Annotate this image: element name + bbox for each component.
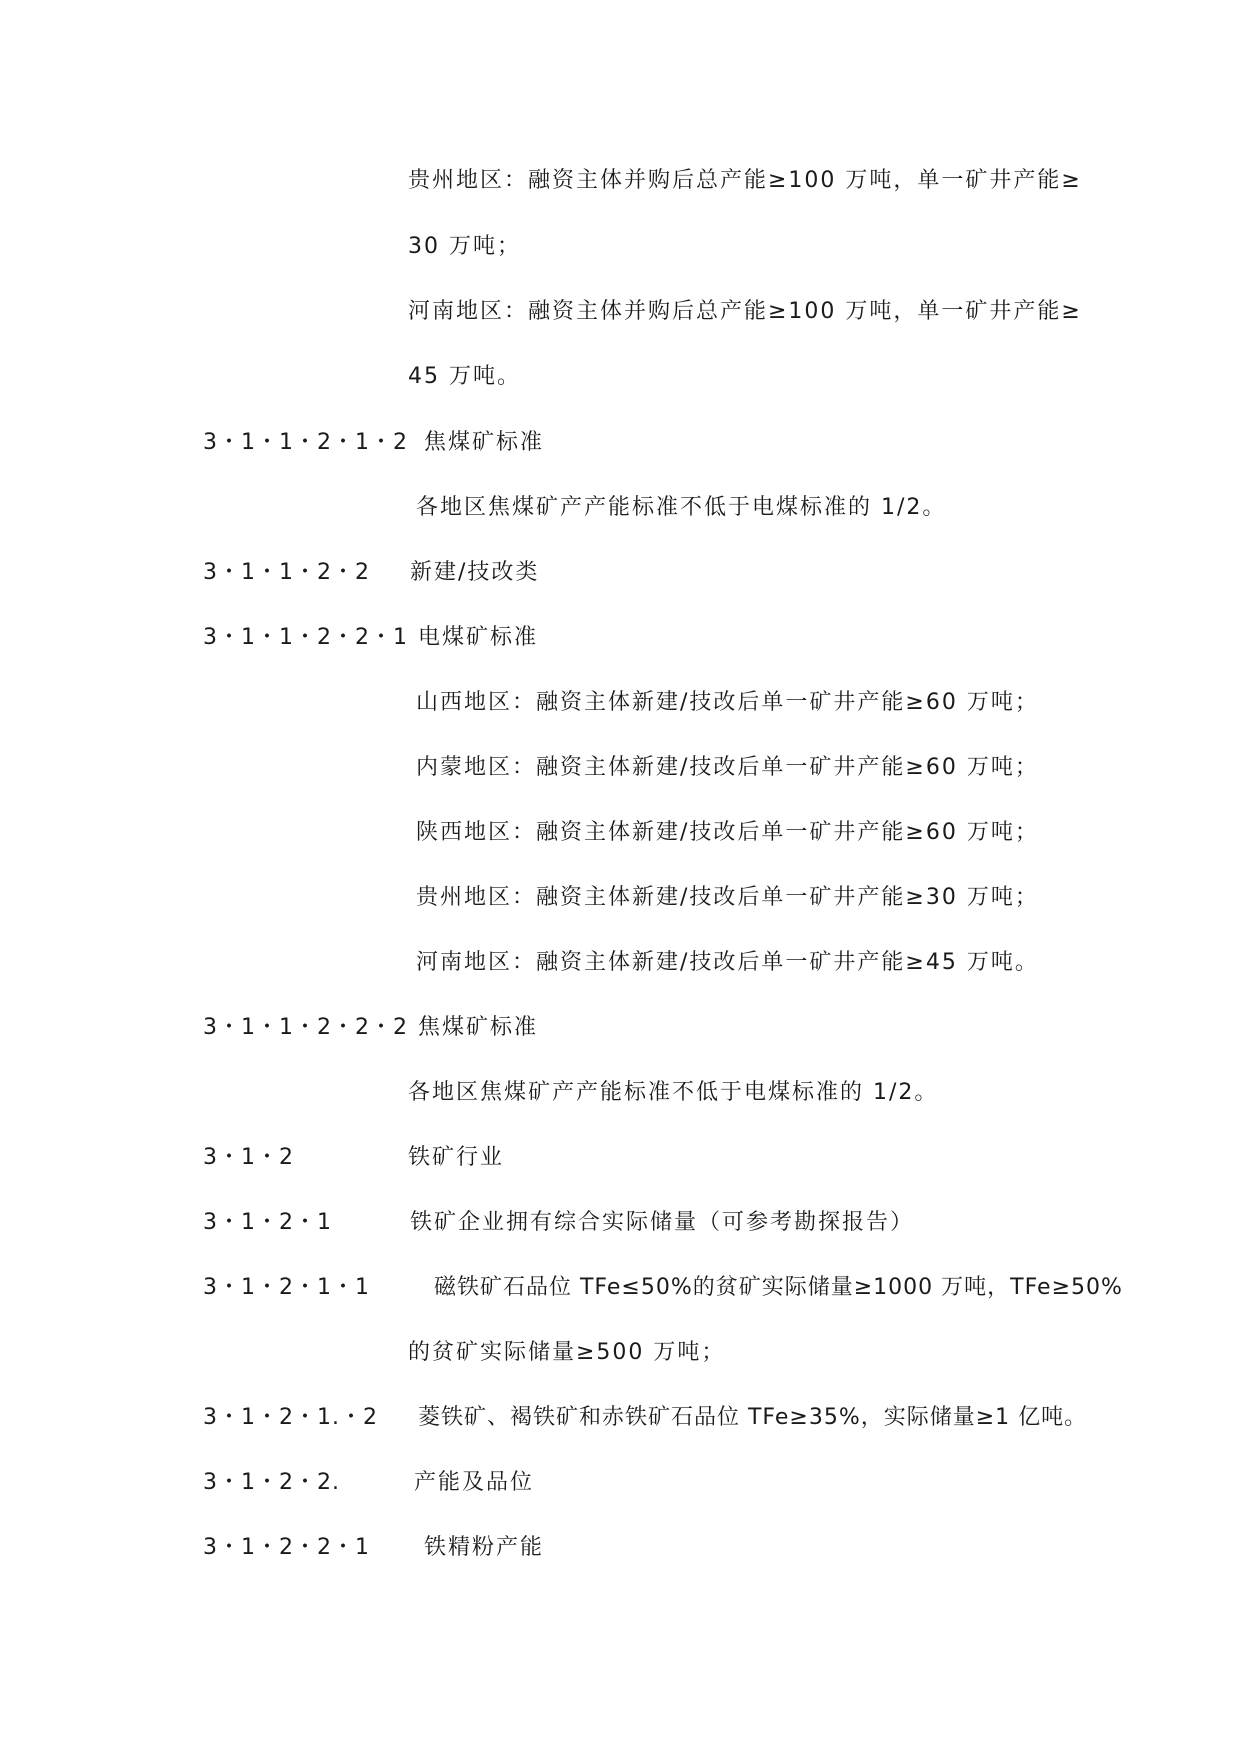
section-heading: 焦煤矿标准 bbox=[424, 430, 545, 455]
section-heading: 产能及品位 bbox=[414, 1470, 535, 1495]
section-heading: 焦煤矿标准 bbox=[418, 1015, 539, 1040]
section-heading: 铁矿行业 bbox=[408, 1145, 505, 1170]
section-number: 3・1・2・1・1 bbox=[203, 1275, 370, 1300]
body-text: 贵州地区：融资主体新建/技改后单一矿井产能≥30 万吨； bbox=[416, 885, 1039, 910]
section-number: 3・1・1・2・2 bbox=[203, 560, 370, 585]
section-number: 3・1・1・2・1・2 bbox=[203, 430, 408, 455]
section-number: 3・1・2・2. bbox=[203, 1470, 340, 1495]
body-text: 河南地区：融资主体并购后总产能≥100 万吨，单一矿井产能≥ bbox=[408, 299, 1082, 324]
body-text: 各地区焦煤矿产产能标准不低于电煤标准的 1/2。 bbox=[416, 495, 947, 520]
body-text: 磁铁矿石品位 TFe≤50%的贫矿实际储量≥1000 万吨，TFe≥50% bbox=[434, 1275, 1123, 1300]
body-text: 30 万吨； bbox=[408, 234, 521, 259]
body-text: 河南地区：融资主体新建/技改后单一矿井产能≥45 万吨。 bbox=[416, 950, 1039, 975]
section-number: 3・1・2・1.・2 bbox=[203, 1405, 378, 1430]
body-text: 陕西地区：融资主体新建/技改后单一矿井产能≥60 万吨； bbox=[416, 820, 1039, 845]
section-number: 3・1・2 bbox=[203, 1145, 294, 1170]
body-text: 45 万吨。 bbox=[408, 364, 521, 389]
body-text: 内蒙地区：融资主体新建/技改后单一矿井产能≥60 万吨； bbox=[416, 755, 1039, 780]
section-heading: 铁矿企业拥有综合实际储量（可参考勘探报告） bbox=[410, 1210, 915, 1235]
section-heading: 新建/技改类 bbox=[410, 560, 540, 585]
body-text: 各地区焦煤矿产产能标准不低于电煤标准的 1/2。 bbox=[408, 1080, 939, 1105]
body-text: 菱铁矿、褐铁矿和赤铁矿石品位 TFe≥35%，实际储量≥1 亿吨。 bbox=[418, 1405, 1088, 1430]
section-heading: 电煤矿标准 bbox=[418, 625, 539, 650]
body-text: 的贫矿实际储量≥500 万吨； bbox=[408, 1340, 726, 1365]
body-text: 贵州地区：融资主体并购后总产能≥100 万吨，单一矿井产能≥ bbox=[408, 168, 1082, 193]
section-number: 3・1・2・1 bbox=[203, 1210, 332, 1235]
body-text: 山西地区：融资主体新建/技改后单一矿井产能≥60 万吨； bbox=[416, 690, 1039, 715]
section-heading: 铁精粉产能 bbox=[424, 1535, 545, 1560]
section-number: 3・1・1・2・2・1 bbox=[203, 625, 408, 650]
section-number: 3・1・2・2・1 bbox=[203, 1535, 370, 1560]
section-number: 3・1・1・2・2・2 bbox=[203, 1015, 408, 1040]
